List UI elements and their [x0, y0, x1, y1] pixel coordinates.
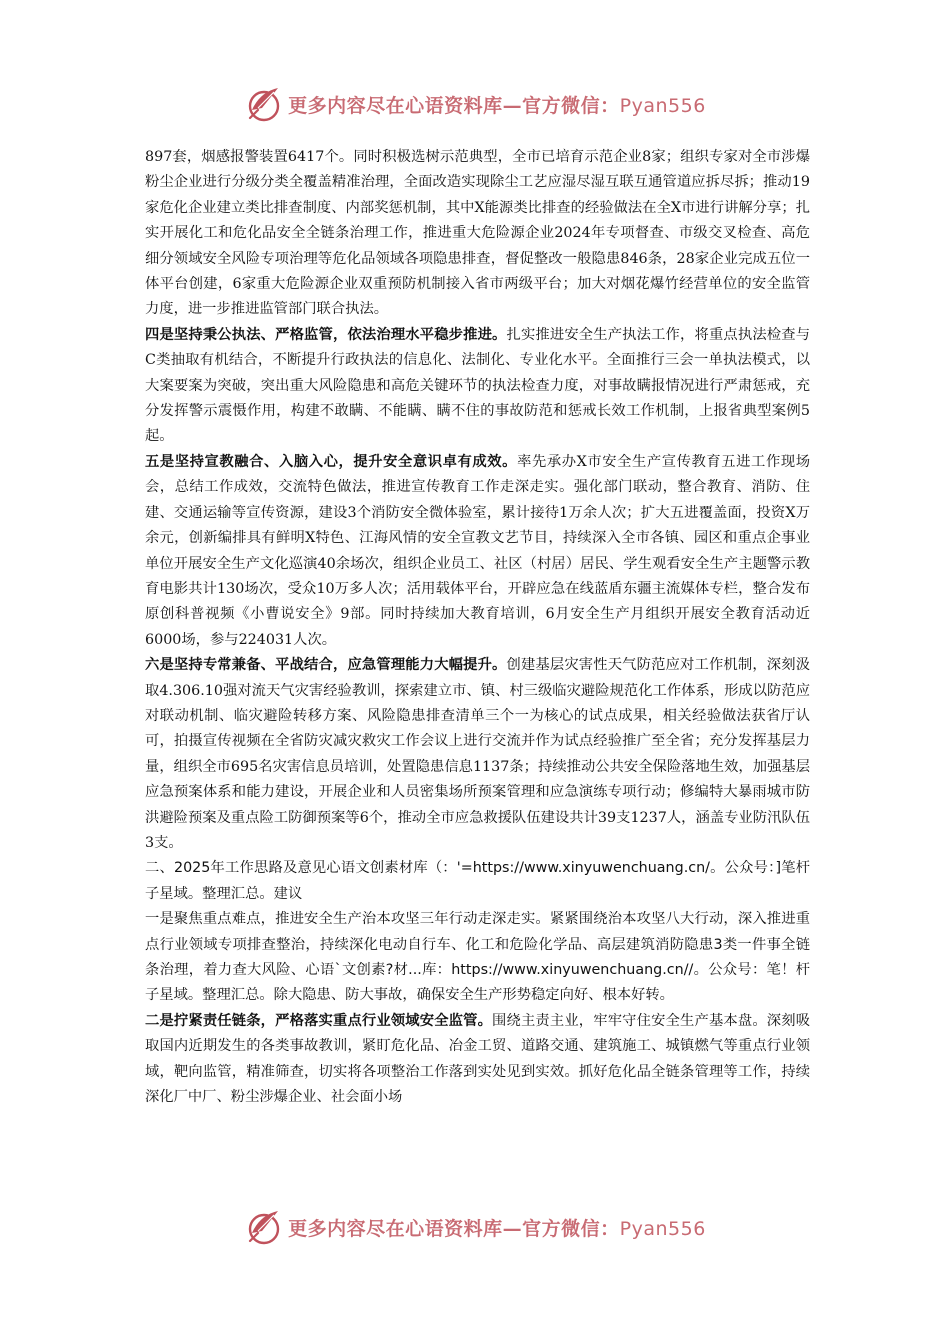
section-heading-text: 二、2025年工作思路及意见心语文创素材库（：'=https://www.xinyuwenchuang.cn/。公众号：]笔杆子星域。整理汇总。建议	[145, 860, 810, 902]
document-body	[145, 145, 810, 1110]
paragraph-2	[145, 323, 810, 450]
quill-logo-icon	[244, 1207, 284, 1247]
paragraph-text: 扎实推进安全生产执法工作，将重点执法检查与C类抽取有机结合，不断提升行政执法的信息化、法制化、专业化水平。全面推行三会一单执法模式，以大案要案为突破，突出重大风险隐患和高危关键环节的执法检查力度，对事故瞒报情况进行严肃惩戒，充分发挥警示震慑作用，构建不敢瞒、不能瞒、瞒不住的事故防范和惩戒长效工作机制，上报省典型案例5起。	[145, 326, 810, 445]
paragraph-lead: 六是坚持专常兼备、平战结合，应急管理能力大幅提升。	[145, 657, 507, 674]
watermark-text	[288, 1214, 706, 1241]
watermark-label: 更多内容尽在心语资料库—官方微信：	[288, 94, 620, 117]
paragraph-1	[145, 145, 810, 323]
paragraph-lead: 五是坚持宣教融合、入脑入心，提升安全意识卓有成效。	[145, 453, 518, 470]
paragraph-6	[145, 907, 810, 1009]
watermark-banner-bottom	[0, 1205, 950, 1249]
watermark-id: Pyan556	[619, 1217, 706, 1240]
paragraph-lead: 二是拧紧责任链条，严格落实重点行业领域安全监管。	[145, 1012, 493, 1029]
watermark-id: Pyan556	[619, 94, 706, 117]
paragraph-text: 创建基层灾害性天气防范应对工作机制，深刻汲取4.306.10强对流天气灾害经验教训，探索建立市、镇、村三级临灾避险规范化工作体系，形成以防范应对联动机制、临灾避险转移方案、风险隐患排查清单三个一为核心的试点成果，相关经验做法获省厅认可，拍摄宣传视频在全省防灾减灾救灾工作会议上进行交流并作为试点经验推广至全省；充分发挥基层力量，组织全市695名灾害信息员培训，处置隐患信息1137条；持续推动公共安全保险落地生效，加强基层应急预案体系和能力建设，开展企业和人员密集场所预案管理和应急演练专项行动；修编特大暴雨城市防洪避险预案及重点险工防御预案等6个，推动全市应急救援队伍建设共计39支1237人，涵盖专业防汛队伍3支。	[145, 657, 810, 851]
paragraph-3	[145, 450, 810, 653]
section-heading	[145, 856, 810, 907]
paragraph-text: 围绕主责主业，牢牢守住安全生产基本盘。深刻吸取国内近期发生的各类事故教训，紧盯危化品、冶金工贸、道路交通、建筑施工、城镇燃气等重点行业领域，靶向监管，精准筛查，切实将各项整治工作落到实处见到实效。抓好危化品全链条管理等工作，持续深化厂中厂、粉尘涉爆企业、社会面小场	[145, 1012, 811, 1106]
paragraph-text: 897套，烟感报警装置6417个。同时积极选树示范典型，全市已培育示范企业8家；组织专家对全市涉爆粉尘企业进行分级分类全覆盖精准治理，全面改造实现除尘工艺应湿尽湿互联互通管道应拆尽拆；推动19家危化企业建立类比排查制度、内部奖惩机制，其中X能源类比排查的经验做法在全X市进行讲解分享；扎实开展化工和危化品安全全链条治理工作，推进重大危险源企业2024年专项督查、市级交叉检查、高危细分领域安全风险专项治理等危化品领域各项隐患排查，督促整改一般隐患846条，28家企业完成五位一体平台创建，6家重大危险源企业双重预防机制接入省市两级平台；加大对烟花爆竹经营单位的安全监管力度，进一步推进监管部门联合执法。	[145, 149, 810, 318]
quill-logo-icon	[244, 84, 284, 124]
watermark-banner-top	[0, 82, 950, 126]
watermark-label: 更多内容尽在心语资料库—官方微信：	[288, 1217, 620, 1240]
paragraph-text: 率先承办X市安全生产宣传教育五进工作现场会，总结工作成效，交流特色做法，推进宣传教育工作走深走实。强化部门联动，整合教育、消防、住建、交通运输等宣传资源，建设3个消防安全微体验室，累计接待1万余人次；扩大五进覆盖面，投资X万余元，创新编排具有鲜明X特色、江海风情的安全宣教文艺节目，持续深入全市各镇、园区和重点企事业单位开展安全生产文化巡演40余场次，组织企业员工、社区（村居）居民、学生观看安全生产主题警示教育电影共计130场次，受众10万多人次；活用载体平台，开辟应急在线蓝盾东疆主流媒体专栏，整合发布原创科普视频《小曹说安全》9部。同时持续加大教育培训，6月安全生产月组织开展安全教育活动近6000场，参与224031人次。	[145, 453, 810, 648]
paragraph-lead: 四是坚持秉公执法、严格监管，依法治理水平稳步推进。	[145, 326, 507, 343]
paragraph-4	[145, 653, 810, 856]
paragraph-text: 一是聚焦重点难点，推进安全生产治本攻坚三年行动走深走实。紧紧围绕治本攻坚八大行动，深入推进重点行业领域专项排查整治，持续深化电动自行车、化工和危险化学品、高层建筑消防隐患3类一件事全链条治理，着力查大风险、心语`文创素?材...库：https://www.xinyuwenchuang.cn//。公众号：笔！杆子星域。整理汇总。除大隐患、防大事故，确保安全生产形势稳定向好、根本好转。	[145, 911, 810, 1004]
watermark-text	[288, 91, 706, 118]
paragraph-7	[145, 1009, 810, 1111]
